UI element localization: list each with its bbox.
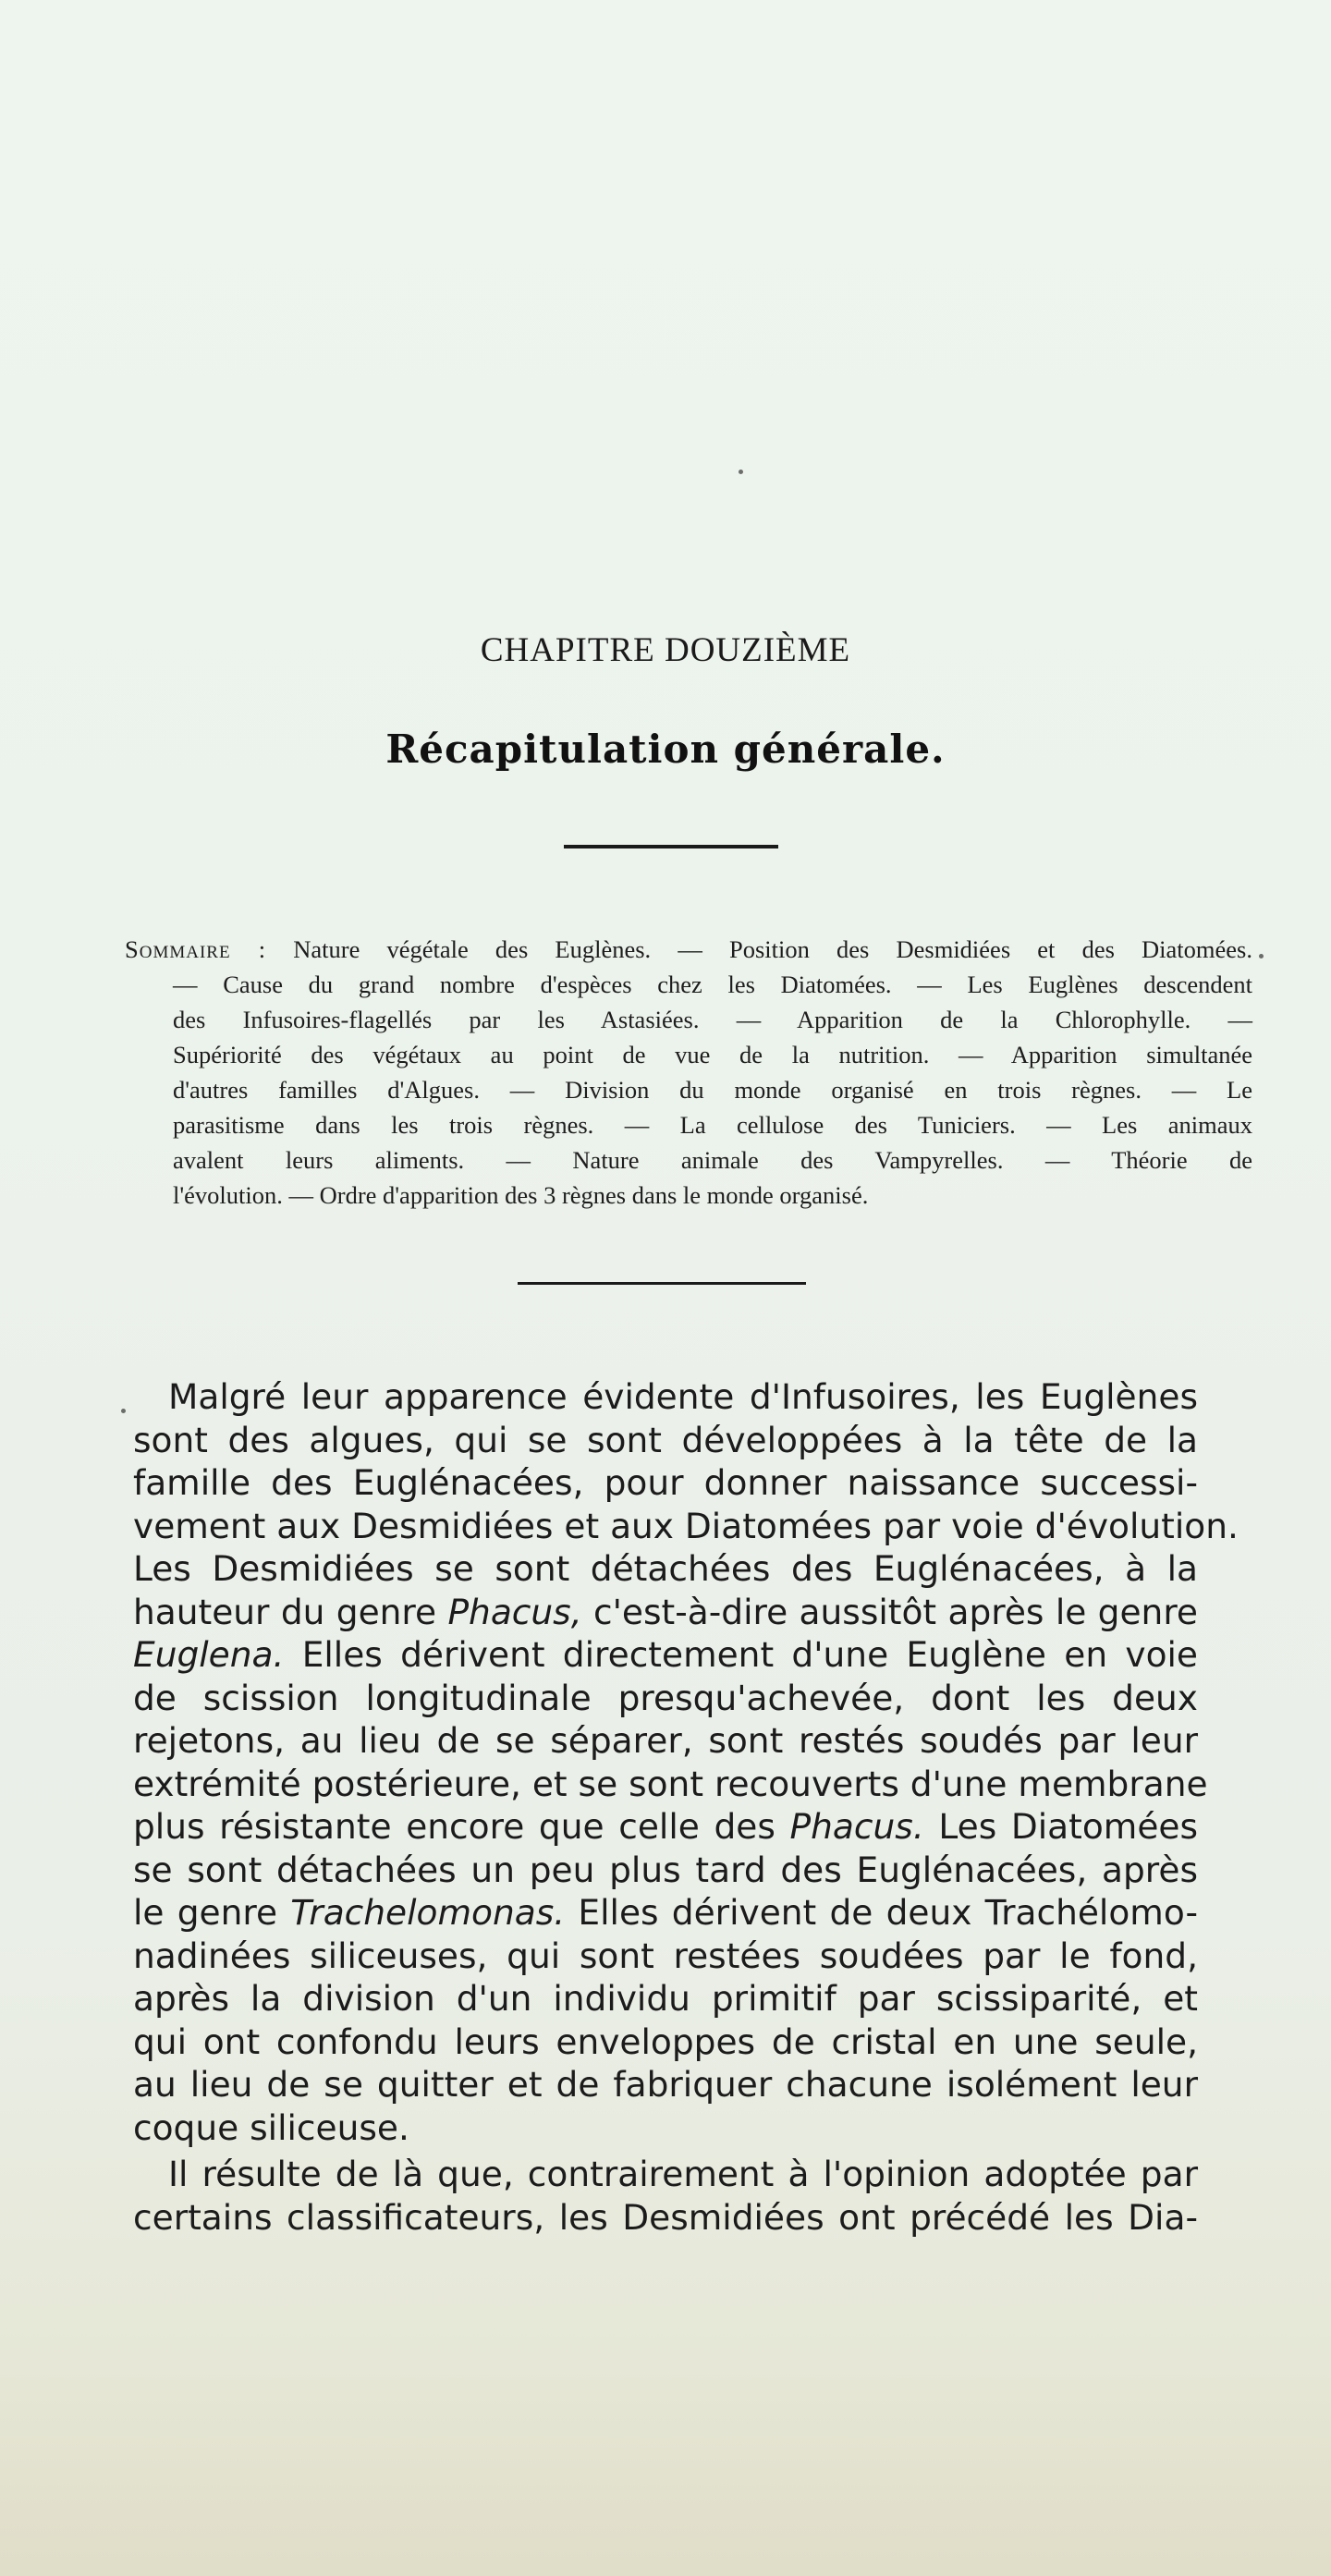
summary-line: l'évolution. — Ordre d'apparition des 3 règnes dans le monde organisé. [173,1181,869,1209]
chapter-summary [125,932,1252,1213]
body-line: se sont détachées un peu plus tard des Euglénacées, après [133,1849,1198,1890]
body-line: après la division d'un individu primitif par scissiparité, et [133,1978,1198,2019]
chapter-title: Récapitulation générale. [385,726,946,772]
body-line: coque siliceuse. [133,2106,409,2148]
summary-line: Sommaire : Nature végétale des Euglènes. — Position des Desmidiées et des Diatomées. [125,935,1252,963]
body-line: Les Desmidiées se sont détachées des Euglénacées, à la [133,1548,1198,1589]
body-line: qui ont confondu leurs enveloppes de cristal en une seule, [133,2021,1198,2062]
summary-line: parasitisme dans les trois règnes. — La cellulose des Tuniciers. — Les animaux [173,1111,1252,1139]
summary-line: avalent leurs aliments. — Nature animale des Vampyrelles. — Théorie de [173,1146,1252,1174]
body-text [133,1375,1239,2239]
body-line: famille des Euglénacées, pour donner naissance successi- [133,1462,1198,1503]
genus-name: Phacus, [447,1591,582,1632]
genus-name: Euglena. [133,1634,285,1675]
body-line: le genre Trachelomonas. Elles dérivent de deux Trachélomo- [133,1892,1198,1933]
summary-line: d'autres familles d'Algues. — Division du monde organisé en trois règnes. — Le [173,1076,1252,1104]
genus-name: Trachelomonas. [290,1892,566,1933]
body-line: nadinées siliceuses, qui sont restées soudées par le fond, [133,1935,1198,1976]
paper-speck [739,470,743,474]
genus-name: Phacus. [789,1806,924,1847]
body-line: vement aux Desmidiées et aux Diatomées par voie d'évolution. [133,1505,1239,1546]
body-line: rejetons, au lieu de se séparer, sont restés soudés par leur [133,1720,1198,1761]
body-line: au lieu de se quitter et de fabriquer chacune isolément leur [133,2064,1198,2105]
body-line: plus résistante encore que celle des Phacus. Les Diatomées [133,1806,1199,1847]
summary-label: Sommaire : [125,935,267,963]
chapter-heading: CHAPITRE DOUZIÈME [480,631,851,669]
body-line: Il résulte de là que, contrairement à l'opinion adoptée par [168,2154,1198,2194]
summary-divider [518,1282,806,1285]
body-line: certains classificateurs, les Desmidiées ont précédé les Dia- [133,2196,1198,2238]
paper-speck [1259,954,1264,958]
body-line: extrémité postérieure, et se sont recouverts d'une membrane [133,1763,1208,1804]
body-line: Euglena. Elles dérivent directement d'une Euglène en voie [133,1634,1198,1675]
title-divider [564,845,778,848]
summary-line: des Infusoires-flagellés par les Astasiées. — Apparition de la Chlorophylle. — [173,1006,1252,1033]
summary-line: Supériorité des végétaux au point de vue de la nutrition. — Apparition simultanée [173,1041,1252,1068]
body-line: sont des algues, qui se sont développées à la tête de la [133,1419,1198,1460]
paper-speck [121,1409,126,1413]
summary-line: — Cause du grand nombre d'espèces chez les Diatomées. — Les Euglènes descendent [173,971,1252,998]
body-line: de scission longitudinale presqu'achevée, dont les deux [133,1677,1198,1718]
body-line: Malgré leur apparence évidente d'Infusoires, les Euglènes [168,1376,1198,1417]
body-line: hauteur du genre Phacus, c'est-à-dire aussitôt après le genre [133,1591,1198,1632]
